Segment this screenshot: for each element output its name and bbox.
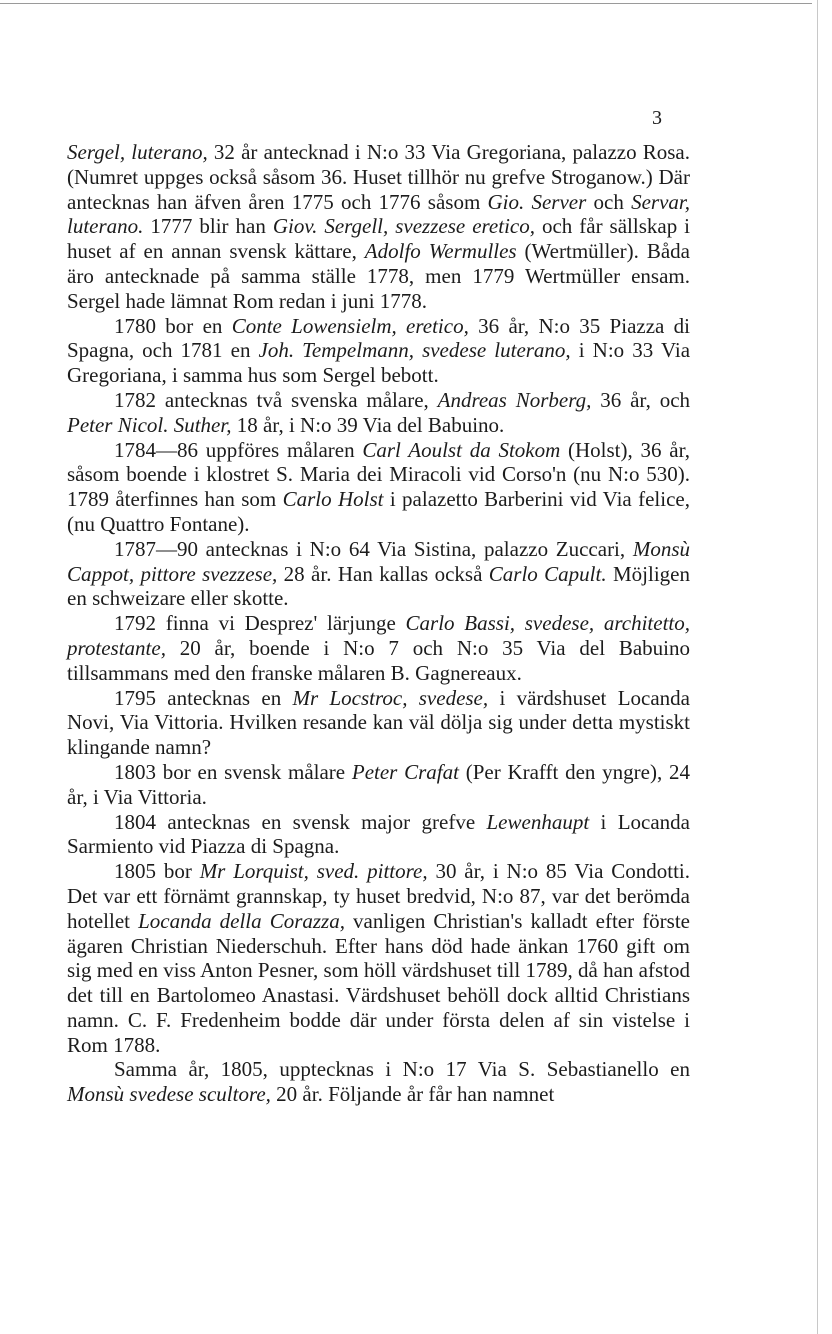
body-text-run: 18 år, i N:o 39 Via del Babuino. xyxy=(231,412,505,437)
body-text-run: (Per Krafft den yngre), 24 år, i Via Vittoria. xyxy=(67,759,690,809)
paragraph-p6 xyxy=(67,611,690,685)
body-text-run: (Wertmüller). Båda äro antecknade på samma ställe 1778, men 1779 Wertmüller ensam. Sergel hade lämnat Rom redan i juni 1778. xyxy=(67,239,690,313)
italic-name-text: Gio. Server xyxy=(487,189,587,214)
body-text-run: 20 år. Följande år får han namnet xyxy=(270,1082,555,1107)
paragraph-p2 xyxy=(67,314,690,388)
body-text-run: i Locanda Sarmiento vid Piazza di Spagna. xyxy=(67,809,690,859)
body-text-run: i palazetto Barberini vid Via felice, (nu Quattro Fontane). xyxy=(67,487,690,536)
body-text-run: 1787—90 antecknas i N:o 64 Via Sistina, palazzo Zuccari, xyxy=(114,536,633,561)
italic-name-text: Carlo Bassi, svedese, architetto, protestante, xyxy=(67,611,690,660)
paragraph-p10 xyxy=(67,859,690,1057)
body-text-run: och xyxy=(586,189,632,214)
body-text xyxy=(67,140,690,1107)
body-text-run: 1777 blir han xyxy=(143,214,273,239)
italic-name-text: Mr Lorquist, sved. pittore, xyxy=(199,859,428,884)
paragraph-p8 xyxy=(67,760,690,810)
italic-name-text: Locanda della Corazza, xyxy=(138,908,345,933)
page-number: 3 xyxy=(652,107,662,129)
body-text-run: 1804 antecknas en svensk major grefve xyxy=(114,809,487,834)
body-text-run: vanligen Christian's kalladt efter förste ägaren Christian Niederschuh. Efter hans död hade änkan 1760 gift om sig med en viss Anton Pesner, som höll värdshuset till 1789, då han afstod det till en Bartolomeo Anastasi. Värdshuset behöll dock alltid Christians namn. C. F. Fredenheim bodde där under första delen af sin vistelse i Rom 1788. xyxy=(67,908,691,1057)
paragraph-p4 xyxy=(67,438,690,537)
body-text-run: Möjligen en schweizare eller skotte. xyxy=(67,561,690,611)
top-border-rule xyxy=(0,3,812,4)
body-text-run: (Holst), 36 år, såsom boende i klostret S. Maria dei Miracoli vid Corso'n (nu N:o 530). 1789 återfinnes han som xyxy=(67,437,690,512)
body-text-run: och får sällskap i huset af en annan svensk kättare, xyxy=(67,214,691,264)
italic-name-text: Joh. Tempelmann, svedese luterano, xyxy=(258,338,571,363)
italic-name-text: Monsù svedese scultore, xyxy=(67,1082,271,1107)
body-text-run: 1792 finna vi Desprez' lärjunge xyxy=(114,611,406,636)
body-text-run: 36 år, N:o 35 Piazza di Spagna, och 1781 en xyxy=(67,313,690,363)
body-text-run: 28 år. Han kallas också xyxy=(277,561,489,586)
italic-name-text: Carlo Holst xyxy=(282,487,384,512)
italic-name-text: Lewenhaupt xyxy=(486,809,590,834)
body-text-run: 1782 antecknas två svenska målare, xyxy=(114,387,438,412)
italic-name-text: Andreas Norberg, xyxy=(437,387,592,412)
body-text-run: 1795 antecknas en xyxy=(114,685,293,710)
body-text-run: 1803 bor en svensk målare xyxy=(114,759,352,784)
italic-name-text: Carlo Capult. xyxy=(488,561,607,586)
body-text-run: 1805 bor xyxy=(114,859,200,884)
body-text-run: 1784—86 uppföres målaren xyxy=(114,437,363,462)
paragraph-p3 xyxy=(67,388,690,438)
body-text-run: 30 år, i N:o 85 Via Condotti. Det var ett förnämt grannskap, ty huset bredvid, N:o 87, var det berömda hotellet xyxy=(67,859,690,933)
paragraph-p7 xyxy=(67,686,690,760)
body-text-run: Samma år, 1805, upptecknas i N:o 17 Via S. Sebastianello en xyxy=(114,1057,690,1082)
italic-name-text: Servar, luterano. xyxy=(67,189,691,239)
italic-name-text: Carl Aoulst da Stokom xyxy=(362,437,561,462)
paragraph-p9 xyxy=(67,810,690,860)
body-text-run: i värdshuset Locanda Novi, Via Vittoria. Hvilken resande kan väl dölja sig under detta mystiskt klingande namn? xyxy=(67,685,690,760)
italic-name-text: Monsù Cappot, pittore svezzese, xyxy=(67,536,690,586)
body-text-run: 32 år antecknad i N:o 33 Via Gregoriana, palazzo Rosa. (Numret uppges också såsom 36. Huset tillhör nu grefve Stroganow.) Där antecknas han äfven åren 1775 och 1776 såsom xyxy=(67,140,691,214)
paragraph-p1 xyxy=(67,140,690,314)
italic-name-text: Conte Lowensielm, eretico, xyxy=(231,313,469,338)
paragraph-p11 xyxy=(67,1057,690,1107)
paragraph-p5 xyxy=(67,537,690,611)
italic-name-text: Sergel, luterano, xyxy=(67,140,208,164)
italic-name-text: Mr Locstroc, svedese, xyxy=(292,685,489,710)
italic-name-text: Adolfo Wermulles xyxy=(364,239,517,264)
right-page-edge xyxy=(817,0,818,1334)
body-text-run: 20 år, boende i N:o 7 och N:o 35 Via del Babuino tillsammans med den franske målaren B. Gagnereaux. xyxy=(67,635,690,685)
body-text-run: 1780 bor en xyxy=(114,313,232,338)
body-text-run: i N:o 33 Via Gregoriana, i samma hus som Sergel bebott. xyxy=(67,338,691,388)
italic-name-text: Giov. Sergell, svezzese eretico, xyxy=(272,214,535,239)
italic-name-text: Peter Nicol. Suther, xyxy=(67,412,232,437)
italic-name-text: Peter Crafat xyxy=(351,759,459,784)
body-text-run: 36 år, och xyxy=(591,387,691,412)
